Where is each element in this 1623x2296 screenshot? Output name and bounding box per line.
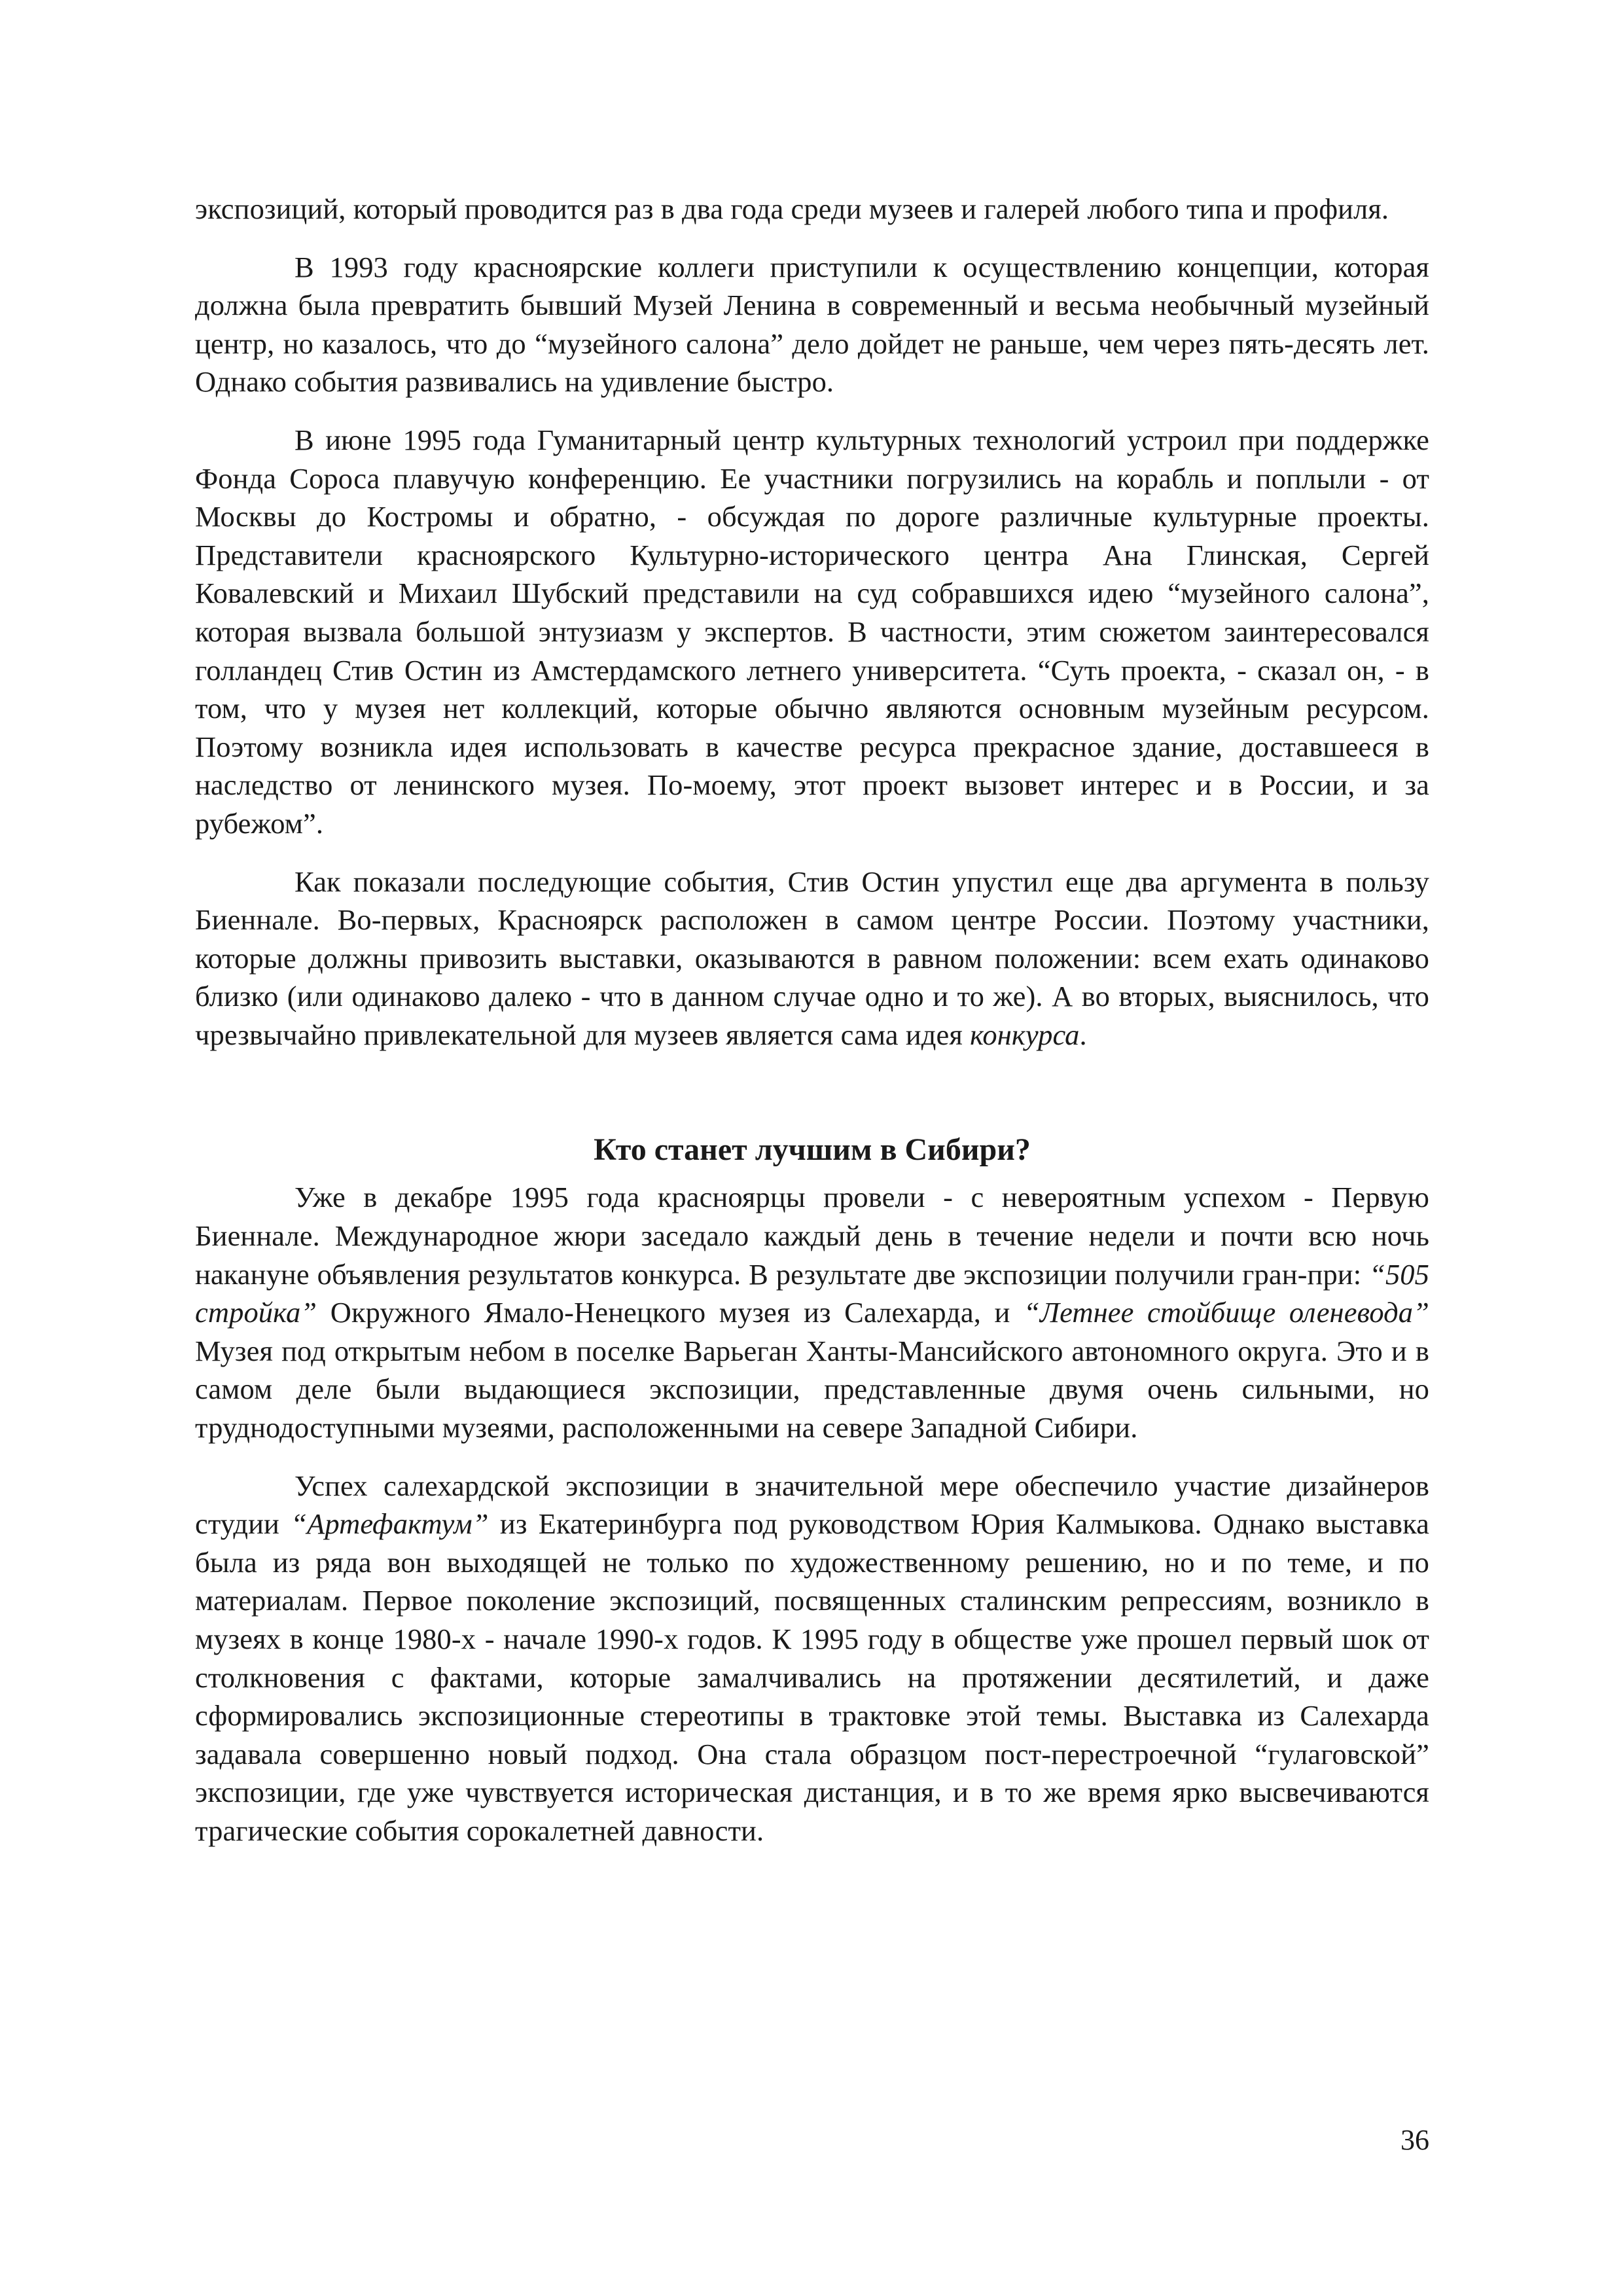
paragraph-text: Музея под открытым небом в поселке Варьеган Ханты-Мансийского автономного округа. Это и в самом деле были выдающиеся экспозиции, представленные двумя очень сильными, но труднодоступными музеями, расположенными на севере Западной Сибири. (195, 1334, 1429, 1444)
emphasis-text: “Летнее стойбище оленевода” (1024, 1296, 1429, 1329)
paragraph-text: Как показали последующие события, Стив Остин упустил еще два аргумента в пользу Биеннале. Во-первых, Красноярск расположен в самом центре России. Поэтому участники, которые должны привозить выставки, оказываются в равном положении: всем ехать одинаково близко (или одинаково далеко - что в данном случае одно и то же). А во вторых, выяснилось, что чрезвычайно привлекательной для музеев является сама идея (195, 865, 1429, 1051)
paragraph-text: В 1993 году красноярские коллеги приступили к осуществлению концепции, которая должна была превратить бывший Музей Ленина в современный и весьма необычный музейный центр, но казалось, что до “музейного салона” дело дойдет не раньше, чем через пять-десять лет. Однако события развивались на удивление быстро. (195, 250, 1429, 399)
page-body (195, 190, 1429, 1870)
paragraph-arguments (195, 863, 1429, 1054)
paragraph-salekhard-success (195, 1467, 1429, 1850)
paragraph-text: . (1079, 1018, 1087, 1051)
emphasis-text: “Артефактум” (291, 1507, 489, 1541)
page-number: 36 (1400, 2124, 1429, 2156)
paragraph-text: экспозиций, который проводится раз в два года среди музеев и галерей любого типа и профиля. (195, 192, 1389, 225)
paragraph-june-1995 (195, 421, 1429, 843)
emphasis-text: “505 стройка” (195, 1257, 1429, 1329)
paragraph-text: из Екатеринбурга под руководством Юрия Калмыкова. Однако выставка была из ряда вон выходящей не только по художественному решению, но и по теме, и по материалам. Первое поколение экспозиций, посвященных сталинским репрессиям, возникло в музеях в конце 1980-х - начале 1990-х годов. К 1995 году в обществе уже прошел первый шок от столкновения с фактами, которые замалчивались на протяжении десятилетий, и даже сформировались экспозиционные стереотипы в трактовке этой темы. Выставка из Салехарда задавала совершенно новый подход. Она стала образцом пост-перестроечной “гулаговской” экспозиции, где уже чувствуется историческая дистанция, и в то же время ярко высвечиваются трагические события сорокалетней давности. (195, 1507, 1429, 1847)
section-heading: Кто станет лучшим в Сибири? (594, 1132, 1031, 1168)
paragraph-text: Успех салехардской экспозиции в значительной мере обеспечило участие дизайнеров студии (195, 1469, 1429, 1541)
paragraph-december-1995 (195, 1178, 1429, 1446)
paragraph-continuation (195, 190, 1429, 228)
paragraph-1993 (195, 248, 1429, 401)
emphasis-text: конкурса (970, 1018, 1080, 1051)
paragraph-text: Окружного Ямало-Ненецкого музея из Салехарда, и (317, 1296, 1024, 1329)
paragraph-text: Уже в декабре 1995 года красноярцы провели - с невероятным успехом - Первую Биеннале. Международное жюри заседало каждый день в течение недели и почти всю ночь накануне объявления результатов конкурса. В результате две экспозиции получили гран-при: (195, 1181, 1429, 1291)
paragraph-text: В июне 1995 года Гуманитарный центр культурных технологий устроил при поддержке Фонда Сороса плавучую конференцию. Ее участники погрузились на корабль и поплыли - от Москвы до Костромы и обратно, - обсуждая по дороге различные культурные проекты. Представители красноярского Культурно-исторического центра Ана Глинская, Сергей Ковалевский и Михаил Шубский представили на суд собравшихся идею “музейного салона”, которая вызвала большой энтузиазм у экспертов. В частности, этим сюжетом заинтересовался голландец Стив Остин из Амстердамского летнего университета. “Суть проекта, - сказал он, - в том, что у музея нет коллекций, которые обычно являются основным музейным ресурсом. Поэтому возникла идея использовать в качестве ресурса прекрасное здание, доставшееся в наследство от ленинского музея. По-моему, этот проект вызовет интерес и в России, и за рубежом”. (195, 423, 1429, 840)
